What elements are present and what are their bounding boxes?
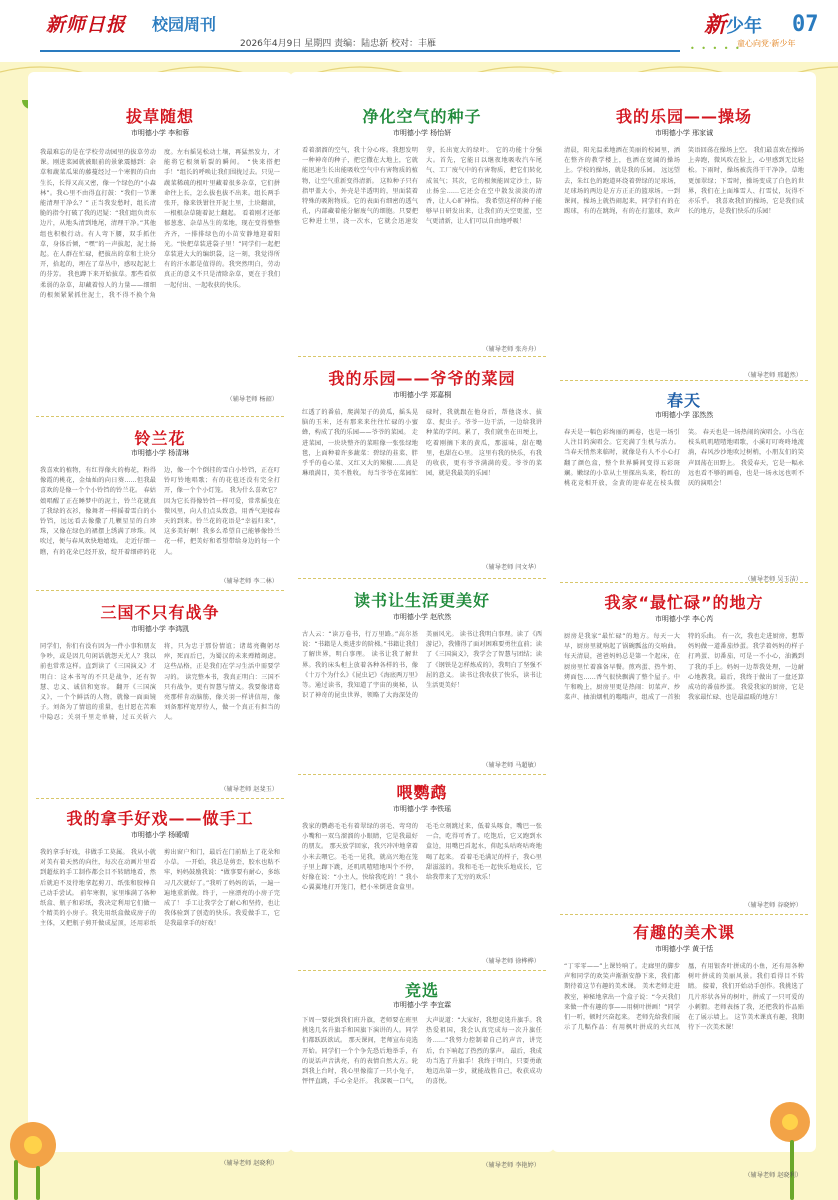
supplement-logo-b: 少年 bbox=[726, 16, 763, 37]
divider bbox=[560, 380, 808, 381]
article-author: 市明德小学 杨清琳 bbox=[130, 449, 190, 457]
article-sign: （辅导老师 杨韶） bbox=[226, 396, 278, 403]
article-title: 有趣的美术课 bbox=[632, 923, 735, 942]
grass-blade bbox=[36, 1166, 40, 1200]
article-title: 我的乐园——爷爷的菜园 bbox=[328, 369, 516, 388]
article-body: 我最难忘的是在学校劳动园里的拔草劳动课。刚进菜园就被眼前的景象震撼到：杂草和蔬菜瓜果的藤蔓经过一个寒假的自由生长，长得又高又密，像一个绿色的“小森林”。我心里不由得直打鼓：“我们一节课能清理干净么？” 正当我发愁时，组长清脆的指令打破了我的迟疑：“我们组负责东边片，从地头清到地尾，清理干净。”其他组也积极行动。有人弯下腰，双手抓住草，身体后倾，“嘿”的一声拔起，泥土扬起。在人群在忙碌，把拔出的草和土块分开，拾起的，埋在了草丛中，感叹起泥土的芬芳。 我也蹲下来开始拔草。那些看似柔弱的杂草，却藏着惊人的力量——细细的根须紧紧抓住泥土，我不得不换个角度。左右摇晃松动土壤，再猛然发力，才能将它根须斩裂的瞬间。 “快来搭把手！”组长的呼唤让我们围拢过去。只见一蔬菜稀疏的根叶里藏着很多杂草，它们拼命往上长，怎么拔也拔不出来。组长两手张开，像来铁钳往开泥土里，土块翻滚，一根根杂草随着泥土翻起。 看着刚才还郁郁葱葱、杂草丛生的菜地，现在变得整整齐齐，一排排绿色的小苗安静地迎着阳光。“快把草装进袋子里！”同学们一起把草装进大大的编织袋，这一刻，我觉得所有的汗水都是值得的。我突然明白，劳动真正的意义不只是清除杂草，更在于我们一起付出、一起收获的快乐。 bbox=[40, 149, 280, 299]
article-sign: （辅导老师 李二林） bbox=[220, 578, 278, 585]
article-author: 市明德小学 李鸿凯 bbox=[130, 625, 190, 633]
article-author: 市明德小学 郑嘉桐 bbox=[392, 391, 452, 399]
divider bbox=[36, 590, 284, 591]
article-body: 我家的鹦鹉毛毛有着翠绿的羽毛、弯弯的小嘴和一双乌溜溜的小眼睛，它是我最好的朋友。 那天放学回家，我兴冲冲地拿着小米去喂它。毛毛一见我，就高兴地在笼子里上蹿下跳，还叽叽喳喳地叫个不停，好像在说：“小主人，快给我吃的！” 我小心翼翼地打开笼门，把小米倒进食盒里。毛毛立刻跳过来，低着头啄食，嘴巴一张一合，吃得可香了。吃饱后，它又跑到水盒边，用嘴巴舀起水，仰起头咕咚咕咚地喝了起来。 看着毛毛满足的样子，我心里甜滋滋的。我和毛毛一起快乐地成长，它给我带来了无穷的欢乐！ bbox=[302, 823, 542, 892]
newspaper-logo: 新师日报 bbox=[46, 14, 127, 36]
article-body: 古人云：“读万卷书，行万里路。”高尔基说：“书籍是人类进步的阶梯。”书籍让我们了解世界，明白事理。 读书让我了解世界。我的床头柜上放着各种各样的书，像《十万个为什么》《昆虫记》《海底两万里》等。通过读书，我知道了宇宙的奥秘，认识了神奇的昆虫世界，领略了大海深处的美丽风光。 读书让我明白事理。读了《西游记》，我懂得了面对困难要勇往直前；读了《三国演义》，我学会了智慧与团结；读了《钢铁是怎样炼成的》，我明白了坚强不屈的意义。 读书让我收获了快乐，读书让生活更美好！ bbox=[302, 631, 542, 700]
article-author: 市明德小学 李铁瑶 bbox=[392, 805, 452, 813]
divider bbox=[36, 416, 284, 417]
article-sign: （辅导老师 李艳婷） bbox=[482, 1162, 540, 1169]
issue-meta: 2026年4月9日 星期四 责编：陆忠新 校对：丰雁 bbox=[240, 39, 436, 49]
article-title: 我家“最忙碌”的地方 bbox=[604, 593, 764, 612]
article-title: 我的拿手好戏——做手工 bbox=[66, 809, 254, 828]
article-sign: （辅导老师 赵晓利） bbox=[744, 1172, 802, 1179]
article-sign: （辅导老师 马超敏） bbox=[482, 762, 540, 769]
supplement-logo bbox=[704, 8, 762, 39]
header-dots: • • • • • bbox=[690, 44, 742, 53]
article-sign: （辅导老师 张舟舟） bbox=[482, 346, 540, 353]
article-title: 铃兰花 bbox=[134, 429, 186, 448]
article-author: 市明德小学 赵欣然 bbox=[392, 613, 452, 621]
article-body: 我喜欢的植物，有红得像火的梅花，粉得像霞的桃花，金灿灿的向日葵……但我最喜欢的是像一个个小铃铛的铃兰花。 春姑娘唱醒了正在睡梦中的泥土，铃兰花就真了我绿的衣衫，像舞者一样摇着雪白的小铃铛，远远看去像撒了几颗星星的白珍珠，又像在绿色的裙摆上绣满了珍珠。风吹过，便与春风欢快地嬉戏。 走近仔细一瞧，有的花朵已经开放，绽开着细碎的花边，像一个个倒挂的雪白小铃铛，正在叮铃叮铃地唱歌；有的花苞还没有完全打开，像一个个小灯笼。 我为什么喜欢它？因为它长得像铃铛一样可爱，常常摇曳在微风里，向人们点头致意，用香气迎接春天的到来。铃兰花的花语是“幸福归来”，这多美好啊！我多么希望自己能够像铃兰花一样，把美好和希望带给身边的每一个人。 bbox=[40, 467, 280, 556]
article-title: 竞选 bbox=[404, 981, 439, 1000]
supplement-slogan: 童心向党·新少年 bbox=[737, 39, 796, 48]
article-author: 市明德小学 李宜霖 bbox=[392, 1001, 452, 1009]
article-body: “丁零零——”上课铃响了。走廊里的脚步声和同学的欢笑声渐渐安静下来，我们都期待着这节有趣的美术课。 美术老师走进教室，神秘地拿出一个盒子说：“今天我们来做一件有趣的事——用树叶拼画！”同学们一听，顿时兴奋起来。 老师先给我们展示了几幅作品：有用枫叶拼成的火红凤凰，有用银杏叶拼成的小鱼，还有用各种树叶拼成的美丽风景。我们看得目不转睛。 接着，我们开始动手创作。我挑选了几片形状各异的树叶，拼成了一只可爱的小刺猬。老师表扬了我，还把我的作品贴在了展示墙上。 这节美术课真有趣，我期待下一次美术课！ bbox=[564, 963, 804, 1032]
article-body: 春天是一幅色彩绚丽的画卷，也是一场引人注目的演唱会。它充满了生机与活力。 当春天悄然来临时，就像是有人不小心打翻了颜色盒，整个世界瞬间变得五彩斑斓。嫩绿的小草从土里探出头来，粉红的桃花竞相开放，金黄的迎春花在枝头微笑。 春天也是一场热闹的演唱会。小鸟在枝头叽叽喳喳地唱歌，小溪叮叮咚咚地流淌，春风沙沙地吹过树梢，小朋友们的笑声回荡在田野上。 我爱春天，它是一幅永远也看不够的画卷，也是一场永远也听不厌的演唱会！ bbox=[564, 429, 804, 488]
divider bbox=[298, 774, 546, 775]
article-body: 我的拿手好戏，非做手工莫属。 我从小就对美有着天然的向往，每次在动画片里看到超炫的手工制作都会目不转睛地看，然后就迫不及待地拿起剪刀、纸张和胶棒自己动手尝试。 前年寒假，家里堆满了各种纸盒、瓶子和彩纸，我决定利用它们做一个精美的小房子。我先用纸盒做成房子的主体，又把瓶子剪开做成屋顶，还用彩纸剪出窗户和门，最后在门前贴上了花朵和小草。 一开始，我总是剪歪，胶水也粘不牢，妈妈鼓励我说：“做事要有耐心，多练习几次就好了。”我听了妈妈的话，一遍一遍地重新做。终于，一座漂亮的小房子完成了！ 手工让我学会了耐心和坚持，也让我体验到了创造的快乐。我爱做手工，它是我最拿手的好戏！ bbox=[40, 849, 280, 928]
article-body: 同学们，你们有没有因为一件小事和朋友争吵，或是因几句闲话就怨天尤人？我以前也常常这样。直到读了《三国演义》才明白：这本书写的不只是战争，还有智慧、忠义、诚信和宽容。 翻开《三国演义》，一个个鲜活的人物，就像一面面镜子。刘备为了情谊的重量，也甘愿在苦难中隐忍；关羽千里走单骑，过五关斩六将，只为忠于那份情谊；诸葛亮鞠躬尽瘁，死而后已，为蜀汉的未来殚精竭虑。这些品格，正是我们在学习生活中需要学习的。 读完整本书，我真正明白：三国不只有战争，更有智慧与情义。我要像诸葛亮那样肯动脑筋，像关羽一样讲信用，像刘备那样宽厚待人，做一个真正有担当的人。 bbox=[40, 643, 280, 722]
article-author: 市明德小学 李心芮 bbox=[654, 615, 714, 623]
section-name: 校园周刊 bbox=[152, 15, 217, 34]
divider bbox=[560, 582, 808, 583]
divider bbox=[560, 914, 808, 915]
page-header bbox=[0, 0, 838, 62]
article-title: 春天 bbox=[666, 391, 701, 410]
divider bbox=[298, 356, 546, 357]
article-title: 喂鹦鹉 bbox=[396, 783, 448, 802]
page-number: 07 bbox=[792, 12, 819, 37]
header-rule bbox=[40, 50, 680, 52]
article-sign: （辅导老师 赵斐玉） bbox=[220, 786, 278, 793]
divider bbox=[36, 798, 284, 799]
article-sign: （辅导老师 赵晓利） bbox=[220, 1160, 278, 1167]
article-title: 我的乐园——操场 bbox=[615, 107, 752, 126]
article-sign: （辅导老师 吴玉洁） bbox=[744, 576, 802, 583]
article-title: 读书让生活更美好 bbox=[353, 591, 490, 610]
article-title: 三国不只有战争 bbox=[100, 603, 220, 622]
article-body: 下周一要轮到我们班升旗，老师要在班里挑选几名升旗手和国旗下演讲的人。同学们都跃跃欲试。 那天课间，老师宣布竞选开始。同学们一个个争先恐后地举手，有的说话声音洪亮，有的表情自然大方。轮到我上台时，我心里像揣了一只小兔子，怦怦直跳，手心全是汗。 我深吸一口气，大声说道：“大家好，我想竞选升旗手。我热爱祖国，我会认真完成每一次升旗任务……”我努力控制着自己的声音，讲完后，台下响起了热烈的掌声。 最后，我成功当选了升旗手！我终于明白，只要勇敢地迈出第一步，就能战胜自己，收获成功的喜悦。 bbox=[302, 1017, 542, 1086]
article-author: 市明德小学 黄于恬 bbox=[654, 945, 714, 953]
supplement-logo-a: 新 bbox=[704, 12, 727, 38]
article-body: 清晨，阳光温柔地洒在美丽的校园里，洒在整齐的教学楼上，也洒在宽阔的操场上。学校的操场，就是我的乐园。 远远望去，朱红色的跑道环绕着碧绿的足球场，足球场的两边是方方正正的篮球场。一到课间，操场上就热闹起来，同学们有的在踢球，有的在跳绳，有的在打篮球，欢声笑语回荡在操场上空。 我们最喜欢在操场上奔跑，微风吹在脸上，心里感到无比轻松。下雨时，操场被洗得干干净净，草地更加翠绿；下雪时，操场变成了白色的世界，我们在上面堆雪人、打雪仗，玩得不亦乐乎。 我喜欢我们的操场，它是我们成长的地方，是我们快乐的乐园！ bbox=[564, 147, 804, 216]
article-author: 市明德小学 邵然然 bbox=[654, 411, 714, 419]
article-author: 市明德小学 李和蓉 bbox=[130, 129, 190, 137]
article-sign: （辅导老师 闫文华） bbox=[482, 564, 540, 571]
grass-blade bbox=[14, 1160, 18, 1200]
article-body: 红透了的番茄，爬满架子的黄瓜，摇头晃脑的玉米，还有那来来往往忙碌的小蜜蜂，构成了我的乐园——爷爷的菜园。 走进菜园，一块块整齐的菜畦像一张张绿地毯，上面种着许多蔬菜：碧绿的韭菜、胖乎乎的卷心菜、又红又大的辣椒……真是琳琅满目，美不胜收。 每当爷爷在菜园忙碌时，我就跟在他身后，帮他浇水、拔草、捉虫子。爷爷一边干活，一边给我讲种菜的学问。累了，我们就坐在田埂上，吃着刚摘下来的黄瓜，那滋味，甜在嘴里，也甜在心里。 这里有我的快乐，有我的收获，更有爷爷满满的爱。爷爷的菜园，就是我最美的乐园！ bbox=[302, 409, 542, 478]
divider bbox=[298, 578, 546, 579]
article-author: 市明德小学 杨暖晴 bbox=[130, 831, 190, 839]
article-title: 拔草随想 bbox=[125, 107, 194, 126]
article-author: 市明德小学 杨怡妍 bbox=[392, 129, 452, 137]
article-body: 看着溜溜的空气，我十分心疼。我想发明一种神奇的种子，把它撒在大地上，它就能迅速生长出能吸收空气中有害物质的植物，让空气重新变得清新。 这粒种子只有指甲盖大小，外壳是半透明的，里面装着特殊的吸附物质。它的表面有细密的透气孔，内部藏着能分解废气的细胞。只要把它种进土里，浇一次水，它就会迅速发芽，长出宽大的绿叶。 它的功能十分强大。首先，它能日以继夜地吸收汽车尾气、工厂废气中的有害物质，把它们转化成氧气；其次，它的根须能固定沙土，防止扬尘……它还会在空中散发淡淡的清香，让人心旷神怡。 我希望这样的种子能够早日研发出来，让我们的天空更蓝，空气更清新，让人们可以自由地呼吸！ bbox=[302, 147, 542, 226]
divider bbox=[298, 970, 546, 971]
article-title: 净化空气的种子 bbox=[362, 107, 482, 126]
article-sign: （辅导老师 邢超然） bbox=[744, 372, 802, 379]
article-sign: （辅导老师 徐桦桦） bbox=[482, 958, 540, 965]
article-sign: （辅导老师 谷晓婷） bbox=[744, 902, 802, 909]
article-author: 市明德小学 邢家诚 bbox=[654, 129, 714, 137]
article-body: 厨房是我家“最忙碌”的地方。每天一大早，厨房里就响起了锅碗瓢盆的交响曲。 每天清晨，爸爸妈妈总是第一个起床，在厨房里忙着准备早餐。煎鸡蛋、热牛奶、烤面包……香气很快飘满了整个屋子。中午和晚上，厨房里更是热闹：切菜声、炒菜声、抽油烟机的嗡嗡声，组成了一首独特的乐曲。 有一次，我也走进厨房，想帮妈妈做一道番茄炒蛋。我学着妈妈的样子打鸡蛋、切番茄，可是一不小心，油溅到了我的手上。妈妈一边帮我处理，一边耐心地教我。最后，我终于做出了一盘还算成功的番茄炒蛋。 我爱我家的厨房，它是我家最忙碌、也是最温暖的地方！ bbox=[564, 633, 804, 702]
